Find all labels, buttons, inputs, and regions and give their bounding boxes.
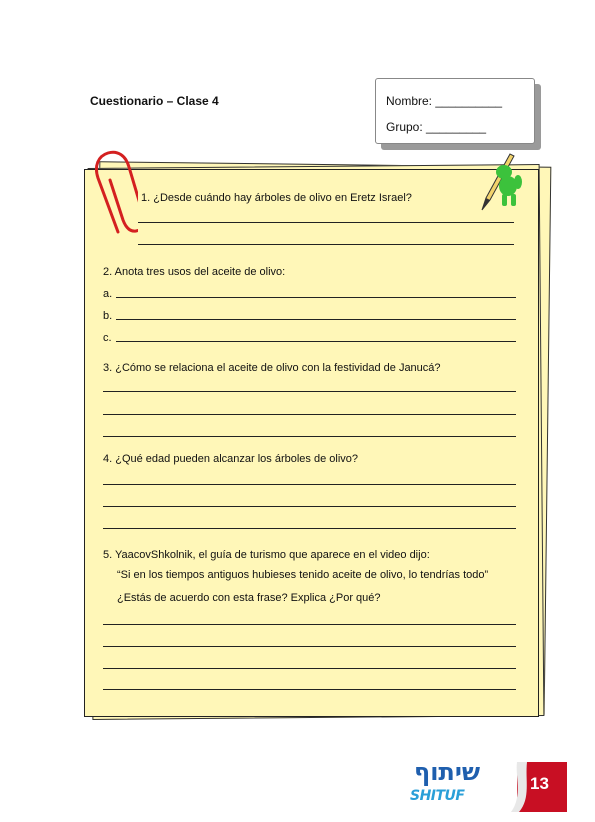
answer-label-c: c.: [103, 332, 112, 344]
answer-line: [116, 297, 516, 298]
logo-hebrew: שיתוף: [414, 758, 481, 786]
question-1: 1. ¿Desde cuándo hay árboles de olivo en Eretz Israel?: [141, 192, 412, 204]
worksheet-title: Cuestionario – Clase 4: [90, 94, 219, 108]
page-number: 13: [530, 774, 549, 793]
question-5-quote: “Si en los tiempos antiguos hubieses tenido aceite de olivo, lo tendrías todo”: [117, 569, 489, 581]
question-4: 4. ¿Qué edad pueden alcanzar los árboles de olivo?: [103, 453, 359, 465]
shituf-logo: [408, 760, 498, 808]
answer-line: [103, 506, 516, 507]
answer-label-a: a.: [103, 288, 113, 300]
answer-line: [103, 668, 516, 669]
question-3: 3. ¿Cómo se relaciona el aceite de olivo con la festividad de Janucá?: [103, 362, 441, 374]
grupo-field: Grupo: _________: [386, 120, 487, 134]
answer-line: [103, 414, 516, 415]
answer-label-b: b.: [103, 310, 113, 322]
nombre-field: Nombre: __________: [386, 94, 503, 108]
paper-front: [84, 169, 539, 717]
answer-line: [103, 391, 516, 392]
answer-line: [103, 689, 516, 690]
answer-line: [103, 646, 516, 647]
logo-latin: SHITUF: [410, 788, 465, 804]
answer-line: [103, 484, 516, 485]
answer-line: [138, 222, 514, 223]
question-5: 5. YaacovShkolnik, el guía de turismo que aparece en el video dijo:: [103, 549, 430, 561]
name-box: [375, 78, 535, 144]
question-2: 2. Anota tres usos del aceite de olivo:: [103, 266, 286, 278]
answer-line: [103, 528, 516, 529]
question-5-prompt: ¿Estás de acuerdo con esta frase? Explica ¿Por qué?: [117, 592, 381, 604]
answer-line: [103, 624, 516, 625]
pencil-figure-icon: [470, 152, 530, 214]
paperclip-icon: [88, 140, 138, 240]
answer-line: [116, 341, 516, 342]
answer-line: [138, 244, 514, 245]
answer-line: [103, 436, 516, 437]
answer-line: [116, 319, 516, 320]
